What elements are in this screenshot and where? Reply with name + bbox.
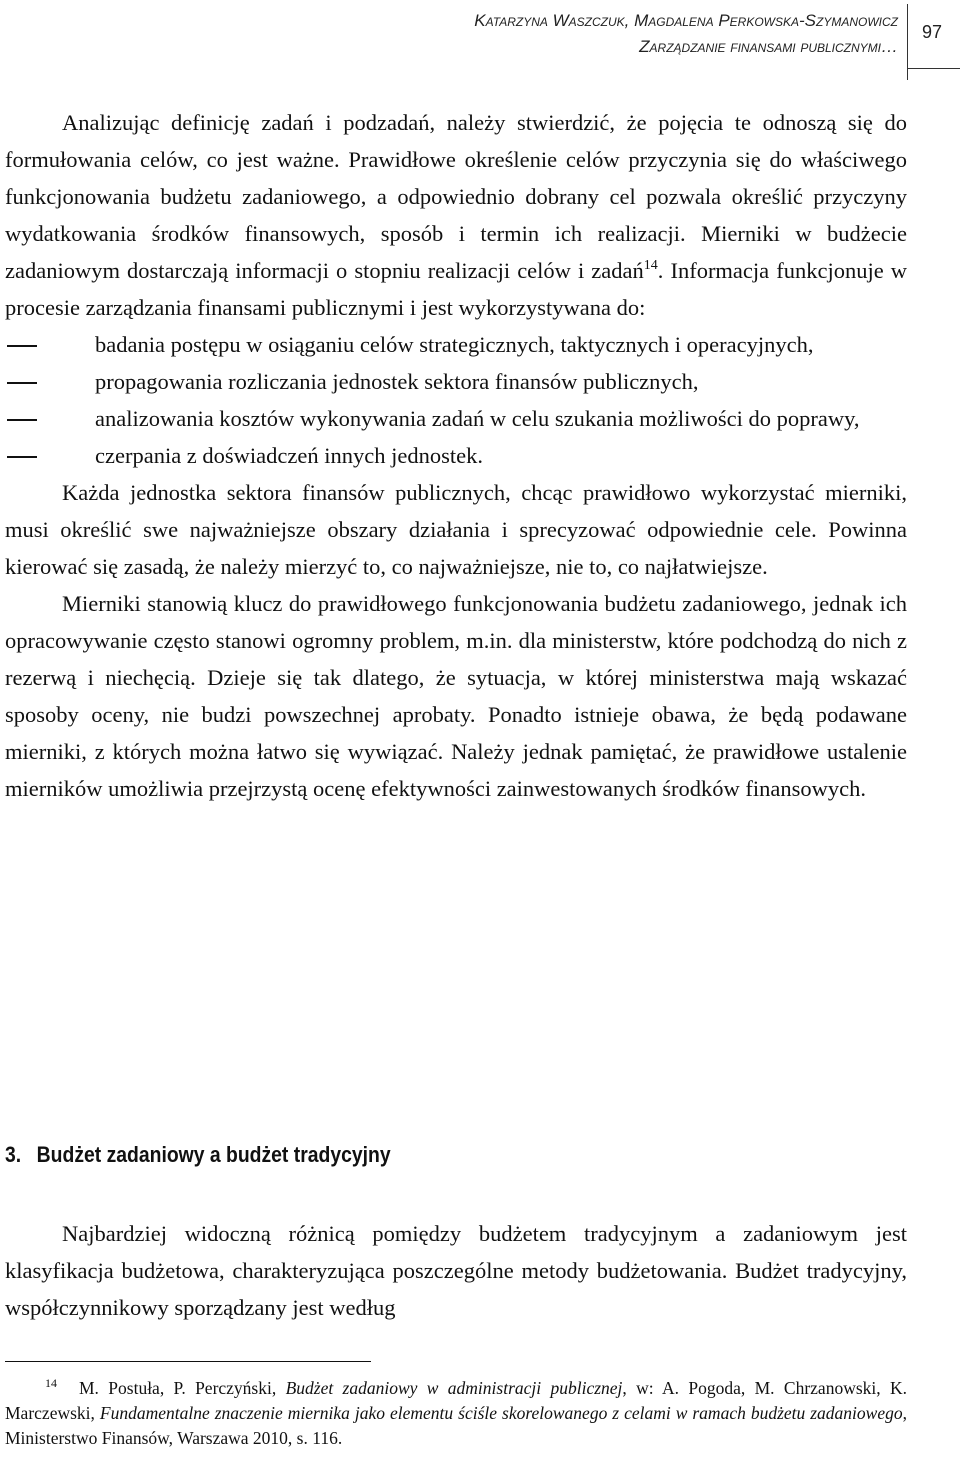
header-horizontal-rule — [907, 68, 960, 69]
footnote-part-c: , Ministerstwo Finansów, Warszawa 2010, s. 116. — [5, 1403, 907, 1448]
footnote-ref-14[interactable]: 14 — [643, 258, 658, 273]
header-title: Zarządzanie finansami publicznymi… — [639, 37, 898, 56]
page-number: 97 — [922, 22, 943, 42]
footnote-part-b: , w: A. Pogoda, M. Chrzanowski, K. Marczewski, — [5, 1378, 907, 1423]
footnote-part-a: M. Postuła, P. Perczyński, — [79, 1378, 286, 1398]
section-body — [5, 1215, 907, 1326]
footnote-title-a: Budżet zadaniowy w administracji publicznej — [285, 1378, 623, 1398]
footnote-title-b: Fundamentalne znaczenie miernika jako elementu ściśle skorelowanego z celami w ramach budżetu zadaniowego — [99, 1403, 903, 1423]
paragraph-3: Mierniki stanowią klucz do prawidłowego funkcjonowania budżetu zadaniowego, jednak ich opracowywanie często stanowi ogromny problem, m.in. dla ministerstw, które podchodzą do nich z rezerwą i niechęcią. Dzieje się tak dlatego, że sytuacja, w której ministerstwa mają wskazać sposoby oceny, nie budzi powszechnej aprobaty. Ponadto istnieje obawa, że będą podawane mierniki, z których można łatwo się wywiązać. Należy jednak pamiętać, że prawidłowe ustalenie mierników umożliwia przejrzystą ocenę efektywności zainwestowanych środków finansowych. — [5, 591, 907, 801]
body-text — [5, 104, 907, 807]
paragraph-2: Każda jednostka sektora finansów publicznych, chcąc prawidłowo wykorzystać mierniki, musi określić swe najważniejsze obszary działania i sprecyzować odpowiednie cele. Powinna kierować się zasadą, że należy mierzyć to, co najważniejsze, nie to, co najłatwiejsze. — [5, 480, 907, 579]
footnote-text: 14 M. Postuła, P. Perczyński, Budżet zadaniowy w administracji publicznej, w: A. Pogoda, M. Chrzanowski, K. Marczewski, Fundamentalne znaczenie miernika jako elementu ściśle skorelowanego z celami w ramach budżetu zadaniowego, Ministerstwo Finansów, Warszawa 2010, s. 116. — [5, 1376, 907, 1448]
usage-list — [5, 326, 907, 474]
paragraph-1 — [5, 104, 907, 326]
header-authors: Katarzyna Waszczuk, Magdalena Perkowska-Szymanowicz — [474, 11, 898, 30]
footnote-14 — [5, 1376, 907, 1451]
page-header — [0, 0, 960, 80]
list-item: analizowania kosztów wykonywania zadań w celu szukania możliwości do poprawy, — [5, 400, 907, 437]
paragraph-1-text: Analizując definicję zadań i podzadań, należy stwierdzić, że pojęcia te odnoszą się do formułowania celów, co jest ważne. Prawidłowe określenie celów przyczynia się do właściwego funkcjonowania budżetu zadaniowego, a odpowiednio dobrany cel pozwala określić przyczyny wydatkowania środków finansowych, sposób i termin ich realizacji. Mierniki w budżecie zadaniowym dostarczają informacji o stopniu realizacji celów i zadań — [5, 110, 907, 283]
section-number: 3. — [5, 1142, 22, 1167]
running-header — [474, 8, 898, 60]
list-item: propagowania rozliczania jednostek sektora finansów publicznych, — [5, 363, 907, 400]
footnote-separator — [5, 1361, 371, 1362]
section-title: Budżet zadaniowy a budżet tradycyjny — [36, 1142, 391, 1167]
section-paragraph-1: Najbardziej widoczną różnicą pomiędzy budżetem tradycyjnym a zadaniowym jest klasyfikacja budżetowa, charakteryzująca poszczególne metody budżetowania. Budżet tradycyjny, współczynnikowy sporządzany jest według — [5, 1221, 907, 1320]
paragraph-1-tail: . Informacja funkcjonuje w procesie zarządzania finansami publicznymi i jest wykorzystywana do: — [5, 258, 907, 320]
list-item: badania postępu w osiąganiu celów strategicznych, taktycznych i operacyjnych, — [5, 326, 907, 363]
section-heading — [5, 1140, 391, 1170]
list-item: czerpania z doświadczeń innych jednostek. — [5, 437, 907, 474]
